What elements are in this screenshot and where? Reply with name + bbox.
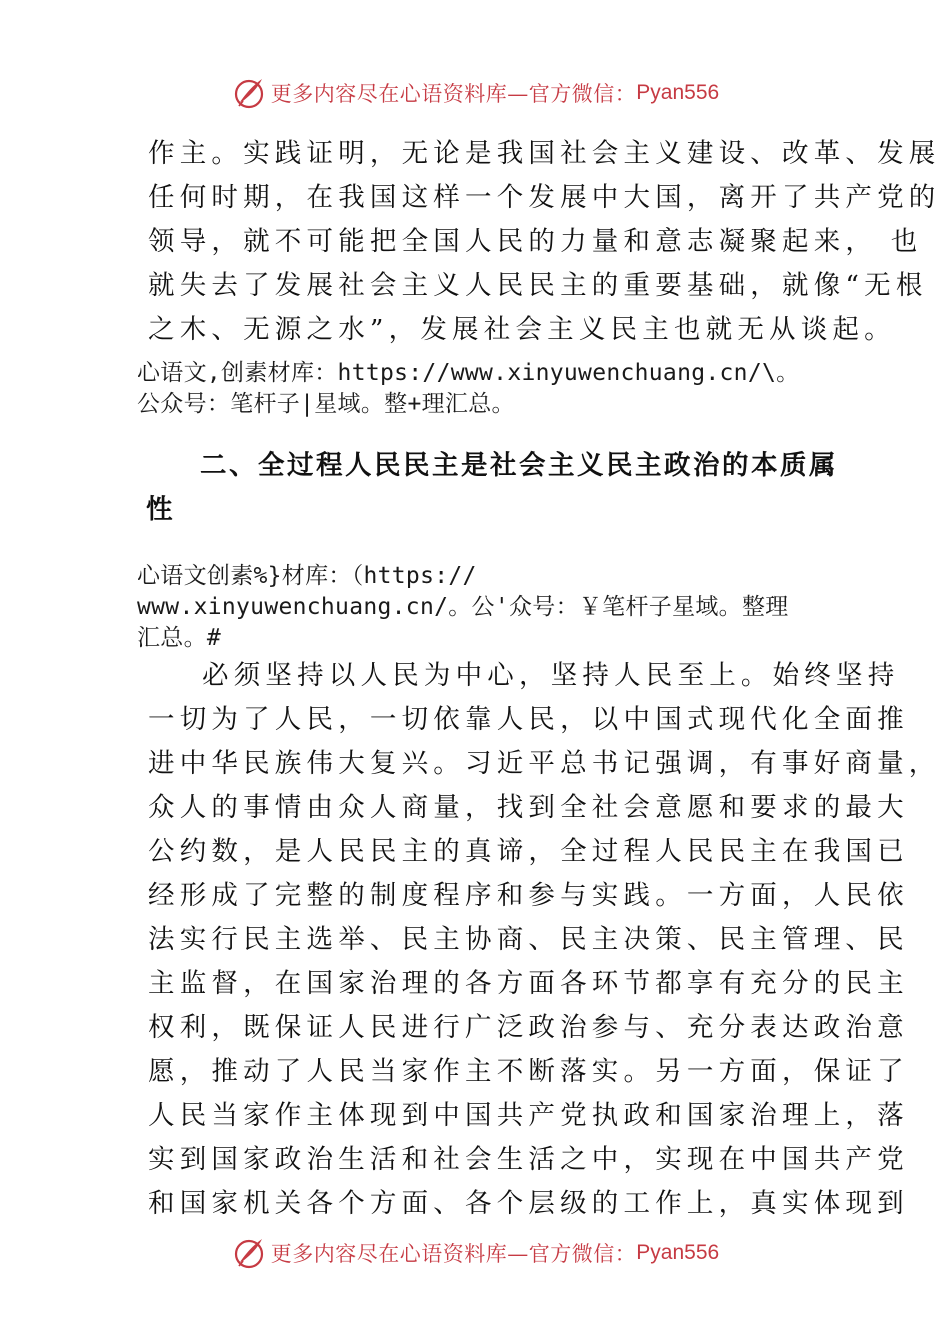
note-line: 汇总。# bbox=[137, 625, 222, 651]
footer-banner bbox=[0, 1230, 950, 1276]
text-line: 人民当家作主体现到中国共产党执政和国家治理上，落 bbox=[148, 1100, 909, 1131]
text-line: 任何时期，在我国这样一个发展中大国，离开了共产党的 bbox=[148, 182, 941, 213]
text-line: 领导，就不可能把全国人民的力量和意志凝聚起来， 也 bbox=[148, 226, 923, 257]
text-line: 就失去了发展社会主义人民民主的重要基础，就像“无根 bbox=[148, 270, 928, 301]
text-line: 之木、无源之水”，发展社会主义民主也就无从谈起。 bbox=[148, 314, 896, 345]
note-line: www.xinyuwenchuang.cn/。公'众号：￥笔杆子星域。整理 bbox=[137, 594, 789, 620]
text-line: 愿，推动了人民当家作主不断落实。另一方面，保证了 bbox=[148, 1056, 909, 1087]
text-line: 法实行民主选举、民主协商、民主决策、民主管理、民 bbox=[148, 924, 909, 955]
header-banner bbox=[0, 70, 950, 116]
text-line: 必须坚持以人民为中心，坚持人民至上。始终坚持 bbox=[202, 660, 900, 691]
text-line: 经形成了完整的制度程序和参与实践。一方面，人民依 bbox=[148, 880, 909, 911]
heading-line: 二、全过程人民民主是社会主义民主政治的本质属 bbox=[200, 450, 838, 481]
heading-line: 性 bbox=[146, 494, 175, 525]
banner-contact: Pyan556 bbox=[636, 1241, 720, 1264]
quill-seal-icon bbox=[231, 1235, 267, 1271]
quill-seal-icon bbox=[231, 75, 267, 111]
banner-text: 更多内容尽在心语资料库—官方微信： bbox=[270, 82, 637, 106]
text-line: 主监督，在国家治理的各方面各环节都享有充分的民主 bbox=[148, 968, 909, 999]
text-line: 和国家机关各个方面、各个层级的工作上，真实体现到 bbox=[148, 1188, 909, 1219]
text-line: 权利，既保证人民进行广泛政治参与、充分表达政治意 bbox=[148, 1012, 909, 1043]
text-line: 进中华民族伟大复兴。习近平总书记强调，有事好商量， bbox=[148, 748, 941, 779]
note-line: 心语文,创素材库：https://www.xinyuwenchuang.cn/\。 bbox=[137, 360, 800, 386]
text-line: 众人的事情由众人商量，找到全社会意愿和要求的最大 bbox=[148, 792, 909, 823]
banner-text: 更多内容尽在心语资料库—官方微信： bbox=[270, 1242, 637, 1266]
text-line: 实到国家政治生活和社会生活之中，实现在中国共产党 bbox=[148, 1144, 909, 1175]
note-line: 公众号：笔杆子|星域。整+理汇总。 bbox=[137, 391, 515, 417]
text-line: 一切为了人民，一切依靠人民，以中国式现代化全面推 bbox=[148, 704, 909, 735]
text-line: 公约数，是人民民主的真谛，全过程人民民主在我国已 bbox=[148, 836, 909, 867]
banner-contact: Pyan556 bbox=[636, 81, 720, 104]
note-line: 心语文创素%}材库：（https:// bbox=[137, 563, 477, 589]
text-line: 作主。实践证明，无论是我国社会主义建设、改革、发展 bbox=[148, 138, 941, 169]
